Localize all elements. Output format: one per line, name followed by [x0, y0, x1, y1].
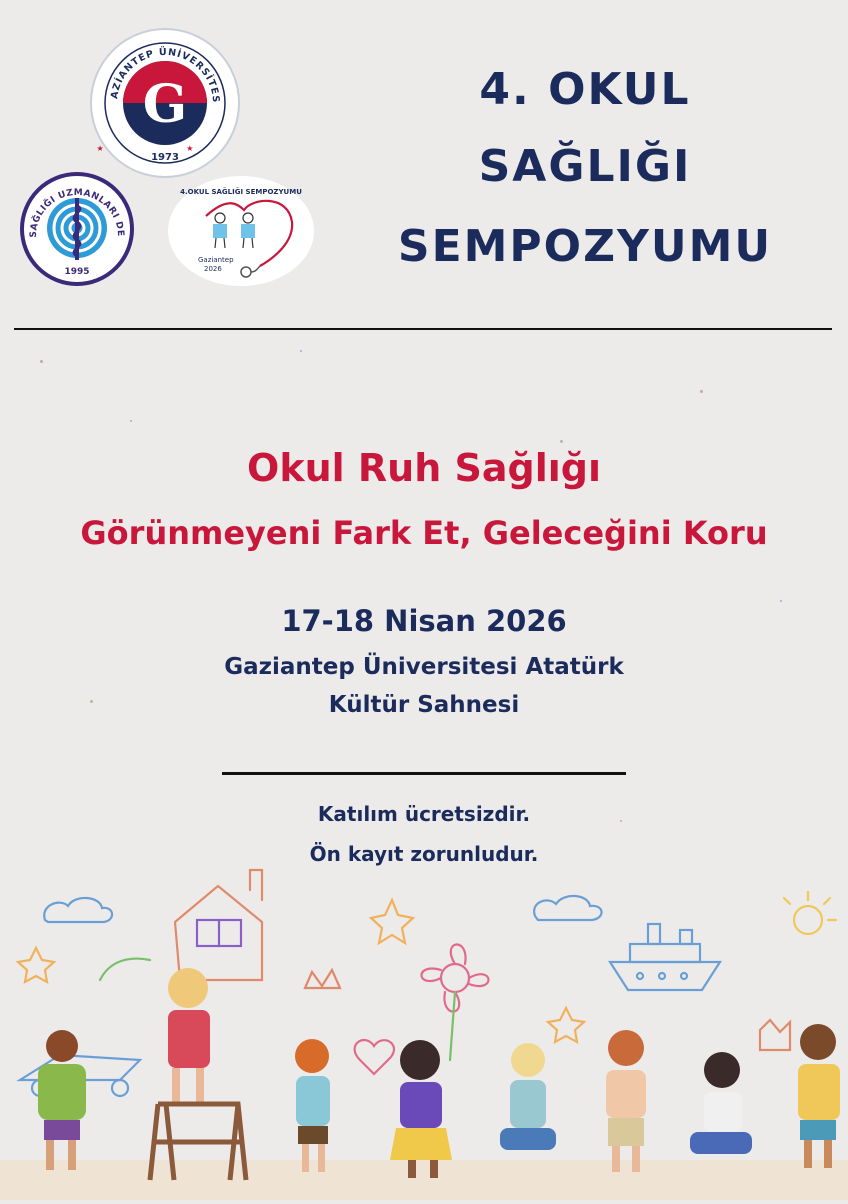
- symposium-title-line-2: SAĞLIĞI: [478, 141, 692, 192]
- university-logo: [90, 28, 240, 178]
- university-logo-name: AZİANTEP ÜNİVERSİTES: [109, 46, 222, 104]
- cloud-doodle: [534, 896, 601, 920]
- event-dates: 17-18 Nisan 2026: [281, 604, 567, 638]
- child-figures: [38, 968, 840, 1180]
- star-doodle: [548, 1008, 584, 1042]
- theme-title: Okul Ruh Sağlığı: [247, 446, 601, 490]
- university-logo-letter: G: [142, 74, 188, 135]
- event-venue-line-1: Gaziantep Üniversitesi Atatürk: [224, 654, 624, 680]
- event-divider: [222, 772, 626, 775]
- association-logo: [20, 172, 134, 286]
- crown-doodle: [305, 970, 340, 988]
- symposium-logo-title: 4.OKUL SAĞLIĞI SEMPOZYUMU: [180, 188, 302, 196]
- registration-note: Ön kayıt zorunludur.: [309, 842, 539, 866]
- association-logo-name: SAĞLIĞI UZMANLARI DE: [28, 187, 126, 238]
- association-logo-year: 1995: [64, 267, 90, 277]
- floor: [0, 1160, 848, 1200]
- university-logo-stars: ★ ★: [96, 144, 234, 153]
- symposium-title-line-3: SEMPOZYUMU: [397, 221, 773, 272]
- university-logo-year: 1973: [151, 152, 179, 163]
- event-venue-line-2: Kültür Sahnesi: [328, 692, 520, 718]
- theme-subtitle: Görünmeyeni Fark Et, Geleceğini Koru: [80, 514, 768, 552]
- star-doodle: [371, 900, 413, 943]
- star-doodle: [18, 948, 54, 982]
- symposium-logo-year: 2026: [204, 265, 222, 273]
- header-divider: [14, 328, 832, 330]
- symposium-title-line-1: 4. OKUL: [479, 64, 691, 115]
- symposium-logo: [168, 176, 314, 286]
- cloud-doodle: [44, 898, 112, 922]
- free-participation-note: Katılım ücretsizdir.: [317, 802, 531, 826]
- symposium-logo-place: Gaziantep: [198, 256, 234, 264]
- children-drawing-illustration: [0, 860, 848, 1200]
- flower-doodle: [441, 964, 469, 992]
- sun-doodle: [794, 906, 822, 934]
- heart-doodle: [355, 1040, 394, 1074]
